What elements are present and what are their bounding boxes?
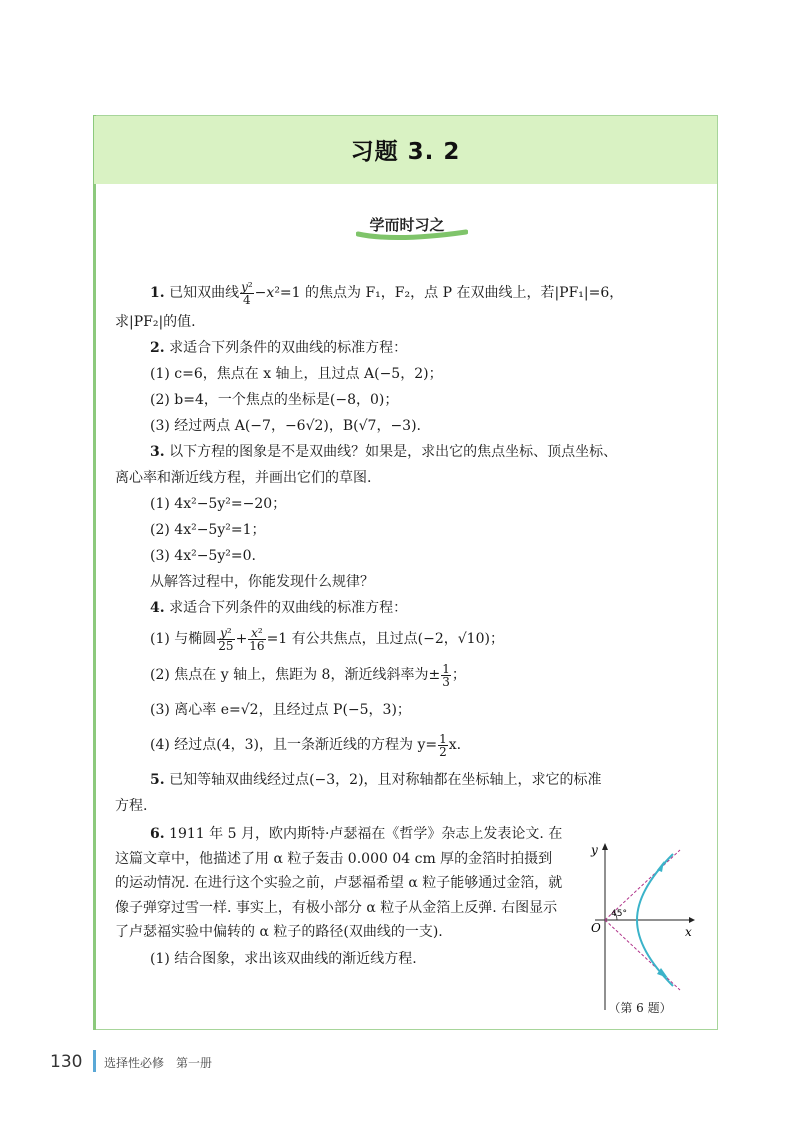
question-3-tail: 从解答过程中，你能发现什么规律？: [150, 574, 374, 590]
origin-label: O: [591, 921, 601, 935]
question-2: 2. 求适合下列条件的双曲线的标准方程：: [150, 340, 408, 356]
hyperbola-figure: [585, 840, 695, 1020]
question-3: 3. 以下方程的图象是不是双曲线？如果是，求出它的焦点坐标、顶点坐标、: [150, 444, 618, 460]
question-4: 4. 求适合下列条件的双曲线的标准方程：: [150, 600, 408, 616]
y-axis-label: y: [591, 843, 598, 857]
question-6-sub-1: (1) 结合图象，求出该双曲线的渐近线方程.: [150, 950, 417, 967]
question-1-continued: 求|PF₂|的值.: [115, 314, 196, 330]
question-2-item-3: (3) 经过两点 A(−7，−6√2)，B(√7，−3).: [150, 418, 421, 434]
question-4-item-3: (3) 离心率 e=√2，且经过点 P(−5，3)；: [150, 702, 411, 718]
asymptote-lower: [605, 920, 680, 990]
question-4-item-4: (4) 经过点(4，3)，且一条渐近线的方程为 y= $\frac{1}{2}$ x.: [150, 731, 462, 759]
question-3-item-1: (1) 4x²−5y²=−20；: [150, 496, 287, 512]
question-6: 6. 1911 年 5 月，欧内斯特·卢瑟福在《哲学》杂志上发表论文. 在这篇文章中，他描述了用 α 粒子轰击 0.000 04 cm 厚的金箔时拍摄到的运动情况. 在进行这个实验之前，卢瑟福希望 α 粒子能够通过金箔，就像子弹穿过雪一样. 事实上，有极小部分 α 粒子从金箔上反弹. 右图显示了卢瑟福实验中偏转的 α 粒子的路径(双曲线的一支).: [115, 826, 563, 940]
question-3-item-3: (3) 4x²−5y²=0.: [150, 548, 256, 564]
question-4-item-1: (1) 与椭圆 $\frac{\text{y²}}{25}$ + $\frac{\text{x²}}{16}$ =1 有公共焦点，且过点(−2，√10)；: [150, 625, 504, 653]
y-axis-arrow: [602, 843, 608, 850]
question-4-item-2: (2) 焦点在 y 轴上，焦距为 8，渐近线斜率为± $\frac{1}{3}$ ；: [150, 661, 466, 689]
fraction-y2-over-4: $\frac{\text{y²}}{4}$: [241, 279, 253, 307]
path-arrow-upper: [657, 861, 664, 872]
x-axis-label: x: [685, 925, 692, 939]
x-axis-arrow: [689, 917, 695, 923]
question-3-continued: 离心率和渐近线方程，并画出它们的草图.: [115, 470, 372, 486]
page-number: 130: [50, 1052, 83, 1072]
section-underline-swash: [356, 228, 468, 242]
page-title: 习题 3. 2: [350, 139, 461, 165]
footer-accent-bar: [93, 1050, 96, 1072]
question-1: 1. 已知双曲线 $\frac{\text{y²}}{4}$ −x²=1 的焦点为 F₁，F₂，点 P 在双曲线上，若|PF₁|=6，: [150, 279, 624, 307]
frame-left-accent: [93, 115, 96, 1030]
figure-caption: （第 6 题）: [608, 1001, 672, 1015]
book-title: 选择性必修 第一册: [104, 1056, 213, 1070]
question-5-continued: 方程.: [115, 798, 148, 814]
question-2-item-2: (2) b=4，一个焦点的坐标是(−8，0)；: [150, 392, 399, 408]
section-heading: 学而时习之: [369, 216, 445, 234]
question-3-item-2: (2) 4x²−5y²=1；: [150, 522, 266, 538]
question-2-item-1: (1) c=6，焦点在 x 轴上，且过点 A(−5，2)；: [150, 366, 443, 382]
angle-label: 45°: [611, 909, 627, 919]
question-5: 5. 已知等轴双曲线经过点(−3，2)，且对称轴都在坐标轴上，求它的标准: [150, 772, 602, 788]
